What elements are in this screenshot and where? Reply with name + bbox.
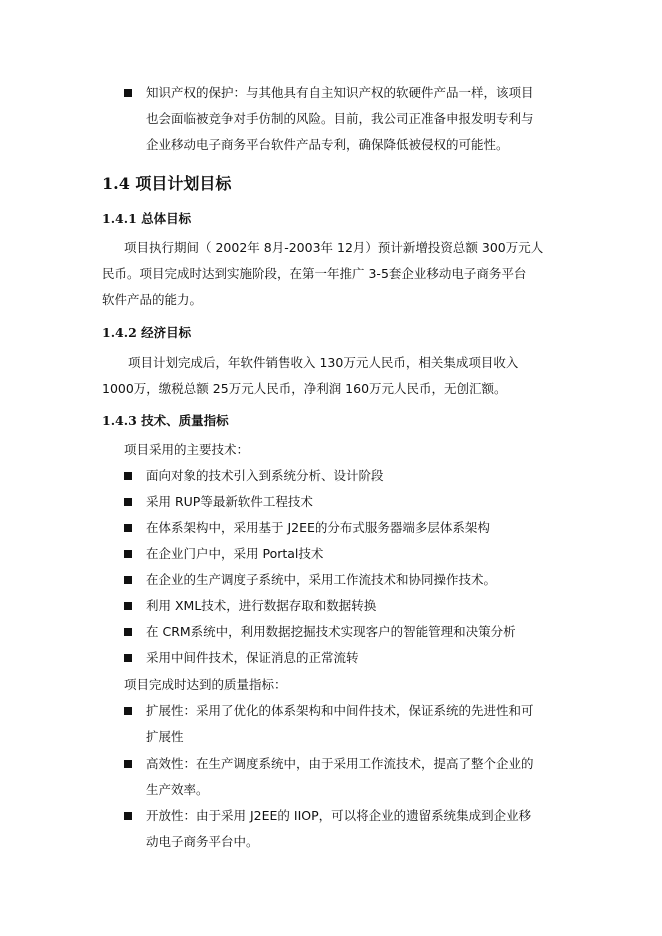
bullet-marker bbox=[124, 576, 132, 584]
quality-item-line-2: 扩展性 bbox=[146, 729, 184, 744]
bullet-marker bbox=[124, 707, 132, 715]
section-title: 1.4 项目计划目标 bbox=[102, 174, 232, 193]
bullet-marker bbox=[124, 550, 132, 558]
bullet-marker bbox=[124, 472, 132, 480]
overall-goal-line-2: 民币。项目完成时达到实施阶段，在第一年推广 3-5套企业移动电子商务平台 bbox=[102, 266, 527, 281]
tech-item: 利用 XML技术，进行数据存取和数据转换 bbox=[146, 598, 377, 613]
bullet-marker bbox=[124, 602, 132, 610]
quality-item-line-1: 开放性：由于采用 J2EE的 IIOP，可以将企业的遗留系统集成到企业移 bbox=[146, 808, 532, 823]
tech-intro: 项目采用的主要技术： bbox=[124, 442, 250, 457]
quality-item-line-1: 高效性：在生产调度系统中，由于采用工作流技术，提高了整个企业的 bbox=[146, 756, 534, 771]
quality-item-line-2: 生产效率。 bbox=[146, 782, 209, 797]
overall-goal-line-1: 项目执行期间（ 2002年 8月-2003年 12月）预计新增投资总额 300万元人 bbox=[124, 240, 544, 255]
bullet-marker bbox=[124, 498, 132, 506]
tech-item: 在体系架构中，采用基于 J2EE的分布式服务器端多层体系架构 bbox=[146, 520, 490, 535]
ip-protection-line-1: 知识产权的保护：与其他具有自主知识产权的软硬件产品一样，该项目 bbox=[146, 85, 534, 100]
economic-goal-heading: 1.4.2 经济目标 bbox=[102, 325, 192, 340]
bullet-marker bbox=[124, 812, 132, 820]
overall-goal-heading: 1.4.1 总体目标 bbox=[102, 211, 192, 226]
tech-item: 在 CRM系统中，利用数据挖掘技术实现客户的智能管理和决策分析 bbox=[146, 624, 516, 639]
bullet-marker bbox=[124, 654, 132, 662]
tech-item: 在企业的生产调度子系统中，采用工作流技术和协同操作技术。 bbox=[146, 572, 497, 587]
technical-goal-heading: 1.4.3 技术、质量指标 bbox=[102, 413, 229, 428]
bullet-marker bbox=[124, 760, 132, 768]
ip-protection-line-2: 也会面临被竞争对手仿制的风险。目前，我公司正准备申报发明专利与 bbox=[146, 111, 534, 126]
tech-item: 面向对象的技术引入到系统分析、设计阶段 bbox=[146, 468, 384, 483]
bullet-marker bbox=[124, 628, 132, 636]
bullet-marker bbox=[124, 89, 132, 97]
tech-item: 在企业门户中，采用 Portal技术 bbox=[146, 546, 324, 561]
overall-goal-line-3: 软件产品的能力。 bbox=[102, 292, 203, 307]
economic-goal-line-2: 1000万，缴税总额 25万元人民币，净利润 160万元人民币，无创汇额。 bbox=[102, 381, 507, 396]
quality-intro: 项目完成时达到的质量指标： bbox=[124, 677, 287, 692]
ip-protection-line-3: 企业移动电子商务平台软件产品专利，确保降低被侵权的可能性。 bbox=[146, 137, 509, 152]
tech-item: 采用中间件技术，保证消息的正常流转 bbox=[146, 650, 359, 665]
economic-goal-line-1: 项目计划完成后，年软件销售收入 130万元人民币，相关集成项目收入 bbox=[128, 355, 519, 370]
tech-item: 采用 RUP等最新软件工程技术 bbox=[146, 494, 313, 509]
quality-item-line-2: 动电子商务平台中。 bbox=[146, 834, 259, 849]
quality-item-line-1: 扩展性：采用了优化的体系架构和中间件技术，保证系统的先进性和可 bbox=[146, 703, 534, 718]
bullet-marker bbox=[124, 524, 132, 532]
